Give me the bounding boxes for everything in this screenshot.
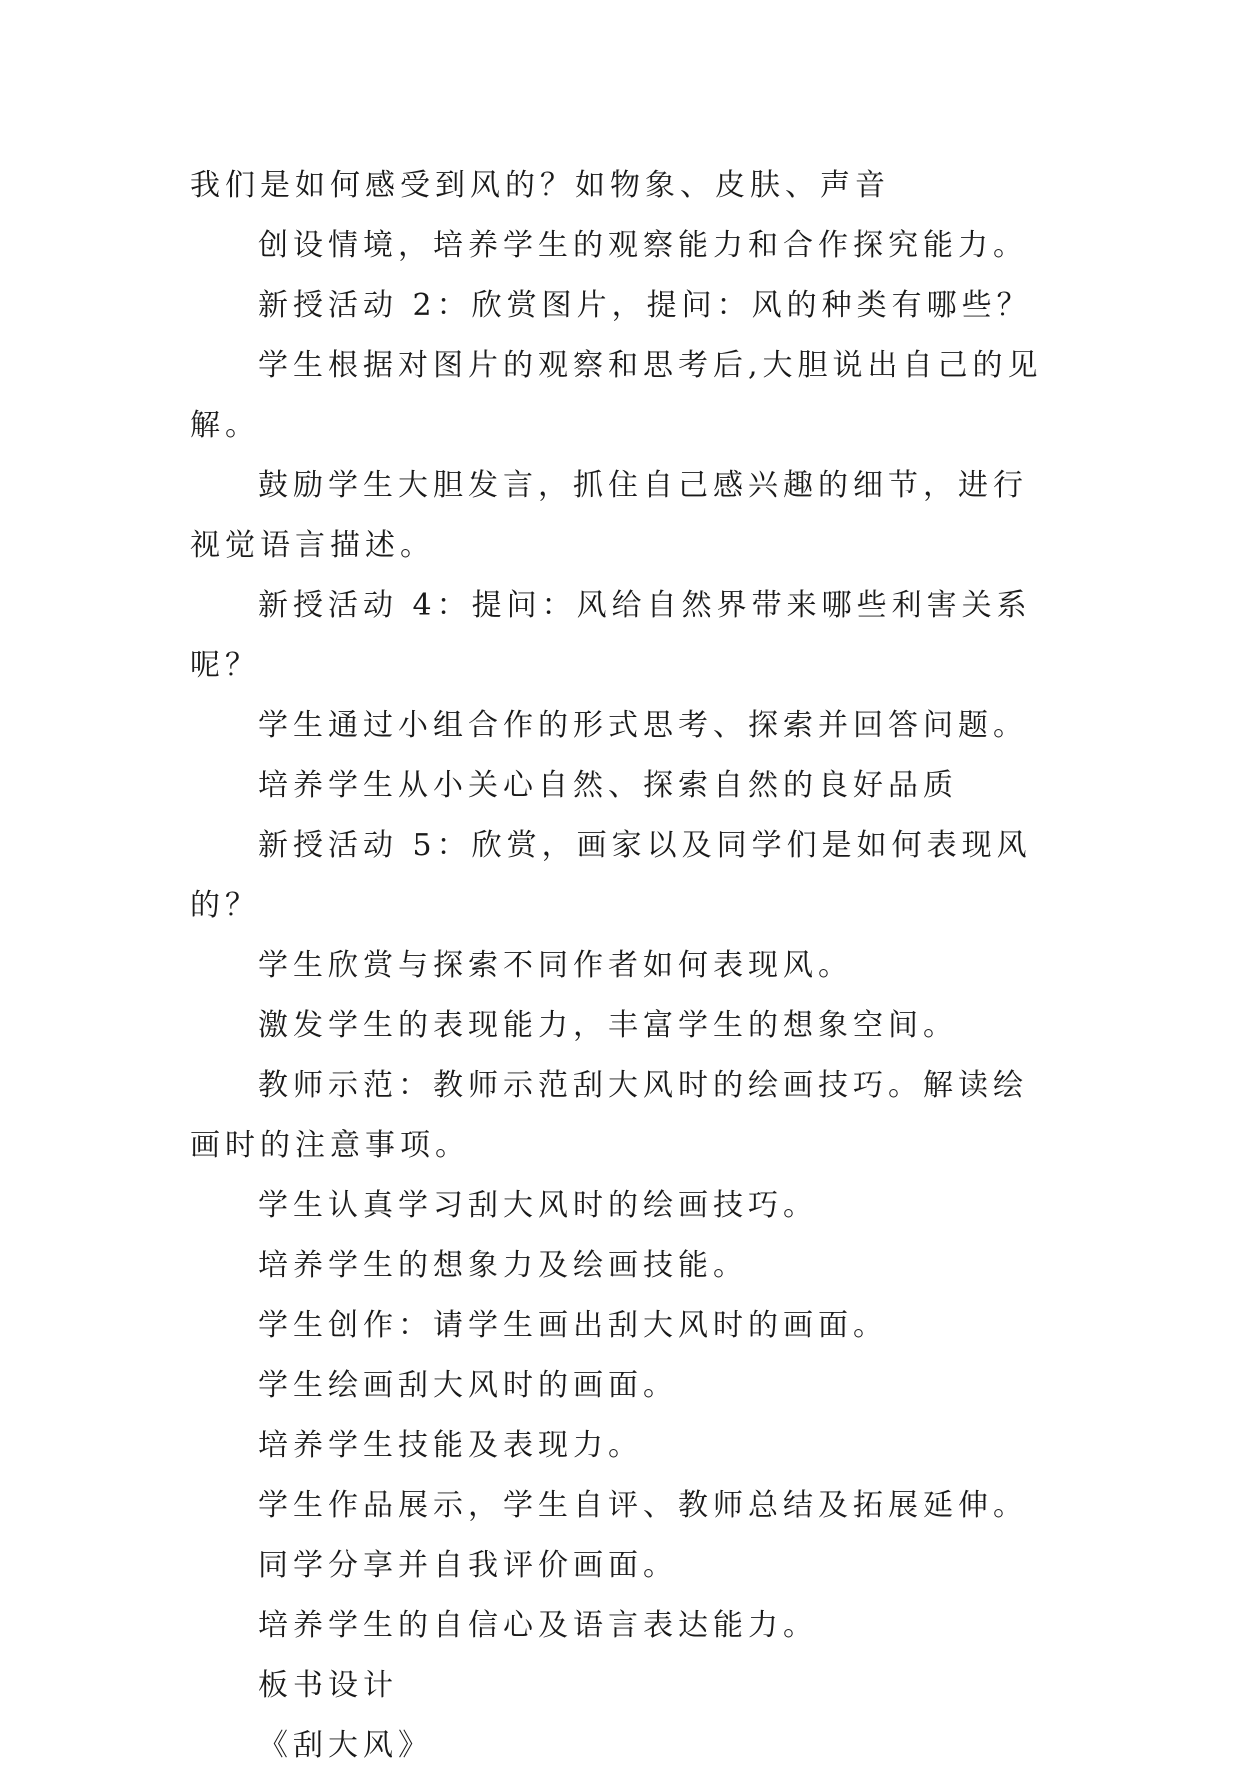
paragraph: 同学分享并自我评价画面。 (258, 1548, 678, 1583)
section-heading: 板书设计 (258, 1668, 398, 1703)
paragraph: 新授活动 5：欣赏，画家以及同学们是如何表现风的？ (190, 828, 1032, 923)
paragraph: 培养学生技能及表现力。 (258, 1428, 643, 1463)
paragraph: 学生作品展示，学生自评、教师总结及拓展延伸。 (258, 1488, 1028, 1523)
paragraph: 学生欣赏与探索不同作者如何表现风。 (258, 948, 853, 983)
board-title: 《刮大风》 (258, 1728, 433, 1763)
paragraph: 鼓励学生大胆发言，抓住自己感兴趣的细节，进行视觉语言描述。 (190, 468, 1028, 563)
paragraph: 我们是如何感受到风的？如物象、皮肤、声音 (190, 168, 890, 203)
paragraph: 学生根据对图片的观察和思考后,大胆说出自己的见解。 (190, 348, 1043, 443)
paragraph: 教师示范：教师示范刮大风时的绘画技巧。解读绘画时的注意事项。 (190, 1068, 1028, 1163)
paragraph: 学生创作：请学生画出刮大风时的画面。 (258, 1308, 888, 1343)
paragraph: 培养学生从小关心自然、探索自然的良好品质 (258, 768, 958, 803)
paragraph: 学生通过小组合作的形式思考、探索并回答问题。 (258, 708, 1028, 743)
paragraph: 培养学生的想象力及绘画技能。 (258, 1248, 748, 1283)
paragraph: 创设情境，培养学生的观察能力和合作探究能力。 (258, 228, 1028, 263)
paragraph: 培养学生的自信心及语言表达能力。 (258, 1608, 818, 1643)
paragraph: 激发学生的表现能力，丰富学生的想象空间。 (258, 1008, 958, 1043)
paragraph: 新授活动 4：提问：风给自然界带来哪些利害关系呢？ (190, 588, 1032, 683)
paragraph: 学生绘画刮大风时的画面。 (258, 1368, 678, 1403)
paragraph: 学生认真学习刮大风时的绘画技巧。 (258, 1188, 818, 1223)
document-body (190, 156, 1060, 1776)
paragraph: 新授活动 2：欣赏图片，提问：风的种类有哪些？ (258, 288, 1032, 323)
